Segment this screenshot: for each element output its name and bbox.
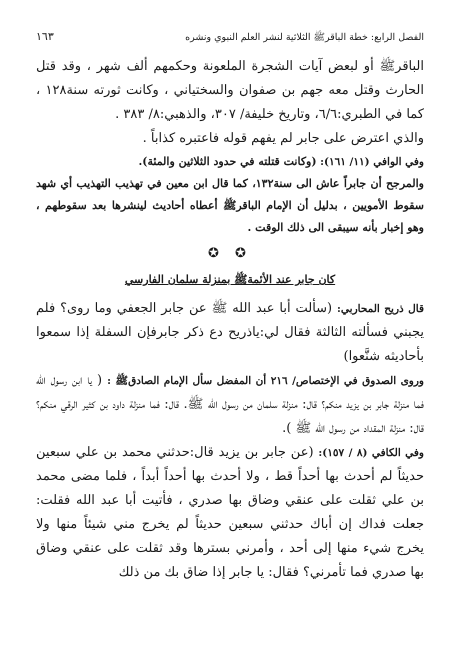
source-label: وفي الكافي (٨ / ١٥٧): — [318, 447, 424, 459]
paragraph-5 — [36, 297, 424, 369]
source-label: وروى الصدوق في الإختصاص/ ٢١٦ أن المفضل سأل الإمام الصادقﷺ : — [107, 375, 424, 387]
source-label: قال ذريح المحاربي: — [337, 303, 424, 315]
paragraph-1: الباقرﷺ أو لبعض آيات الشجرة الملعونة وحكمهم ألف شهر ، وقد قتل الحارث وقتل معه جهم بن صفوان والسختياني ، وكانت ثورته سنة١٢٨ ، كما في الطبري:٦/٦، وتاريخ خليفة/ ٣٠٧، والذهبي:٨/ ٣٨٣ . — [36, 59, 424, 122]
paragraph-3 — [36, 151, 424, 173]
quote-text: (عن جابر بن يزيد قال:حدثني محمد بن علي سبعين حديثاً لم أحدث بها أحداً قط ، ولا أحدث بها أحداً أبداً ، فلما مضى محمد بن علي ثقلت على عنقي وضاق بها صدري ، فأتيت أبا عبد الله فقلت: جعلت فداك إن أباك حدثني سبعين حديثاً لم يخرج مني شيئاً منها ولا يخرج شيء منها إلى أحد ، وأمرني بسترها وقد ثقلت على عنقي وضاق بها صدري فما تأمرني؟ فقال: يا جابر إذا ضاق بك من ذلك — [36, 445, 424, 580]
paragraph-2: والذي اعترض على جابر لم يفهم قوله فاعتبره كذاباً . — [142, 131, 424, 146]
section-divider: ✪ ✪ — [208, 246, 252, 261]
quote-text: (وكانت قتلته في حدود الثلاثين والمئة). — [138, 155, 317, 168]
source-label: وفي الوافي (١١/ ١٦١): — [320, 156, 424, 168]
page-header — [36, 30, 424, 55]
paragraph-4: والمرجح أن جابراً عاش الى سنة١٣٢، كما قال ابن معين في تهذيب التهذيب أي شهد سقوط الأمويين ، بدليل أن الإمام الباقرﷺ أعطاه أحاديث لينشرها بعد سقوطهم ، وهو إخبار بأنه سيبقى الى ذلك الوقت . — [36, 177, 424, 234]
paragraph-6 — [36, 369, 424, 441]
paragraph-7 — [36, 441, 424, 585]
running-title: الفصل الرابع: خطة الباقرﷺ الثلاثية لنشر العلم النبوي ونشره — [185, 32, 424, 43]
page-body — [36, 55, 424, 585]
quote-text: (سألت أبا عبد الله ﷺ عن جابر الجعفي وما روى؟ فلم يجبني فسألته الثالثة فقال لي:ياذريح دع ذكر جابرفإن السفلة إذا سمعوا بأحاديثه شنَّعوا) — [36, 301, 424, 364]
page-number: ١٦٣ — [36, 30, 54, 43]
quote-text: ( يا ابن رسول الله فما منزلة جابر بن يزيد منكم؟ قال: منزلة سلمان من رسول الله ﷺ. قال: فما منزلة داود بن كثير الرقي منكم؟ قال: منزلة المقداد من رسول الله ﷺ ). — [36, 373, 424, 436]
section-title: كان جابر عند الأئمةﷺ بمنزلة سلمان الفارسي — [124, 273, 336, 286]
